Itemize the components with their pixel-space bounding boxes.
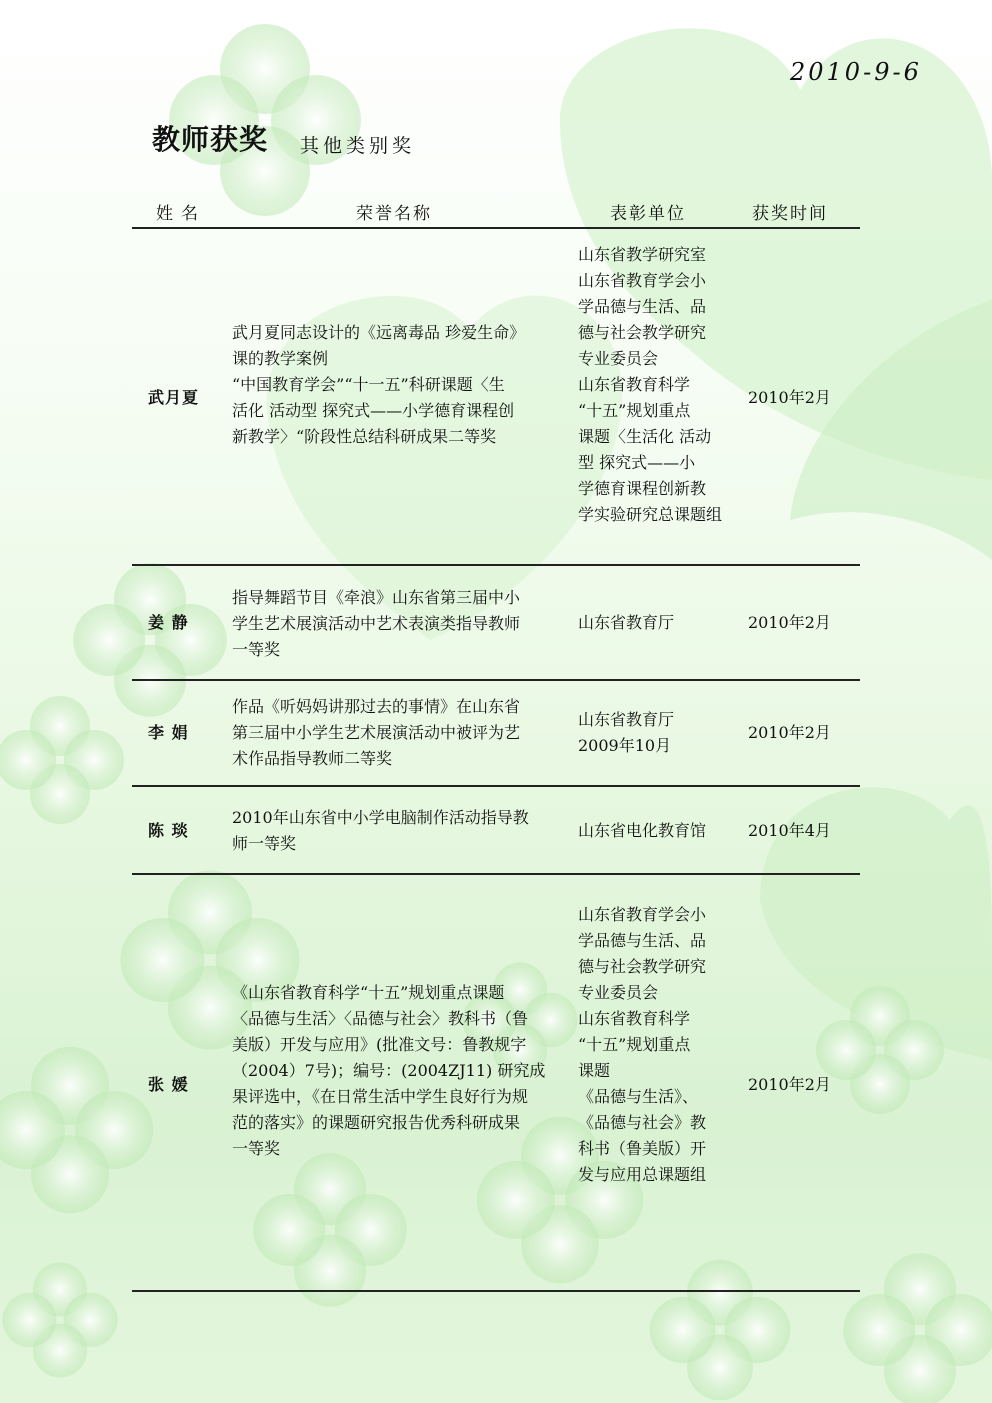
row-divider	[132, 679, 860, 681]
row-2-date: 2010年2月	[748, 613, 831, 632]
row-4-name: 陈 琰	[148, 821, 189, 840]
row-divider	[132, 785, 860, 787]
row-3-name: 李 娟	[148, 723, 189, 742]
row-1-date: 2010年2月	[748, 388, 831, 407]
row-1-name: 武月夏	[148, 388, 200, 407]
row-5-date: 2010年2月	[748, 1075, 831, 1094]
row-divider	[132, 564, 860, 566]
column-header-organization: 表彰单位	[610, 204, 686, 224]
row-1-organization: 山东省教学研究室 山东省教育学会小 学品德与生活、品 德与社会教学研究 专业委员会 山东省教育科学 “十五”规划重点 课题〈生活化 活动 型 探究式——小 学德育课程创新教 学实验研究总课题组	[578, 245, 723, 524]
header-rule	[132, 227, 860, 229]
row-3-date: 2010年2月	[748, 723, 831, 742]
row-1-award: 武月夏同志设计的《远离毒品 珍爱生命》 课的教学案例 “中国教育学会”“十一五”科研课题〈生 活化 活动型 探究式——小学德育课程创 新教学〉“阶段性总结科研成果二等奖	[232, 323, 526, 446]
row-5-award: 《山东省教育科学“十五”规划重点课题 〈品德与生活〉〈品德与社会〉教科书（鲁 美版）开发与应用》(批准文号：鲁教规字 （2004）7号)；编号：(2004ZJ11) 研究成 果评选中，《在日常生活中学生良好行为规 范的落实》的课题研究报告优秀科研成果 一等奖	[232, 983, 546, 1158]
row-2-award: 指导舞蹈节目《牵浪》山东省第三届中小 学生艺术展演活动中艺术表演类指导教师 一等奖	[232, 588, 521, 659]
table-bottom-rule	[132, 1290, 860, 1292]
page-title: 教师获奖	[152, 123, 269, 156]
page-subtitle: 其他类别奖	[300, 135, 416, 157]
column-header-date: 获奖时间	[752, 204, 828, 224]
row-2-organization: 山东省教育厅	[578, 613, 675, 632]
row-2-name: 姜 静	[148, 613, 189, 632]
row-4-organization: 山东省电化教育馆	[578, 821, 707, 840]
row-4-date: 2010年4月	[748, 821, 831, 840]
row-divider	[132, 873, 860, 875]
column-header-award: 荣誉名称	[356, 204, 432, 224]
row-5-name: 张 媛	[148, 1075, 189, 1094]
row-3-award: 作品《听妈妈讲那过去的事情》在山东省 第三届中小学生艺术展演活动中被评为艺 术作品指导教师二等奖	[232, 697, 521, 768]
row-3-organization: 山东省教育厅 2009年10月	[578, 710, 675, 755]
column-header-name: 姓名	[156, 204, 206, 224]
row-4-award: 2010年山东省中小学电脑制作活动指导教 师一等奖	[232, 808, 529, 853]
date-stamp: 2010-9-6	[790, 58, 922, 86]
row-5-organization: 山东省教育学会小 学品德与生活、品 德与社会教学研究 专业委员会 山东省教育科学 “十五”规划重点 课题 《品德与生活》、 《品德与社会》教 科书（鲁美版）开 发与应用总课题组	[578, 905, 707, 1184]
